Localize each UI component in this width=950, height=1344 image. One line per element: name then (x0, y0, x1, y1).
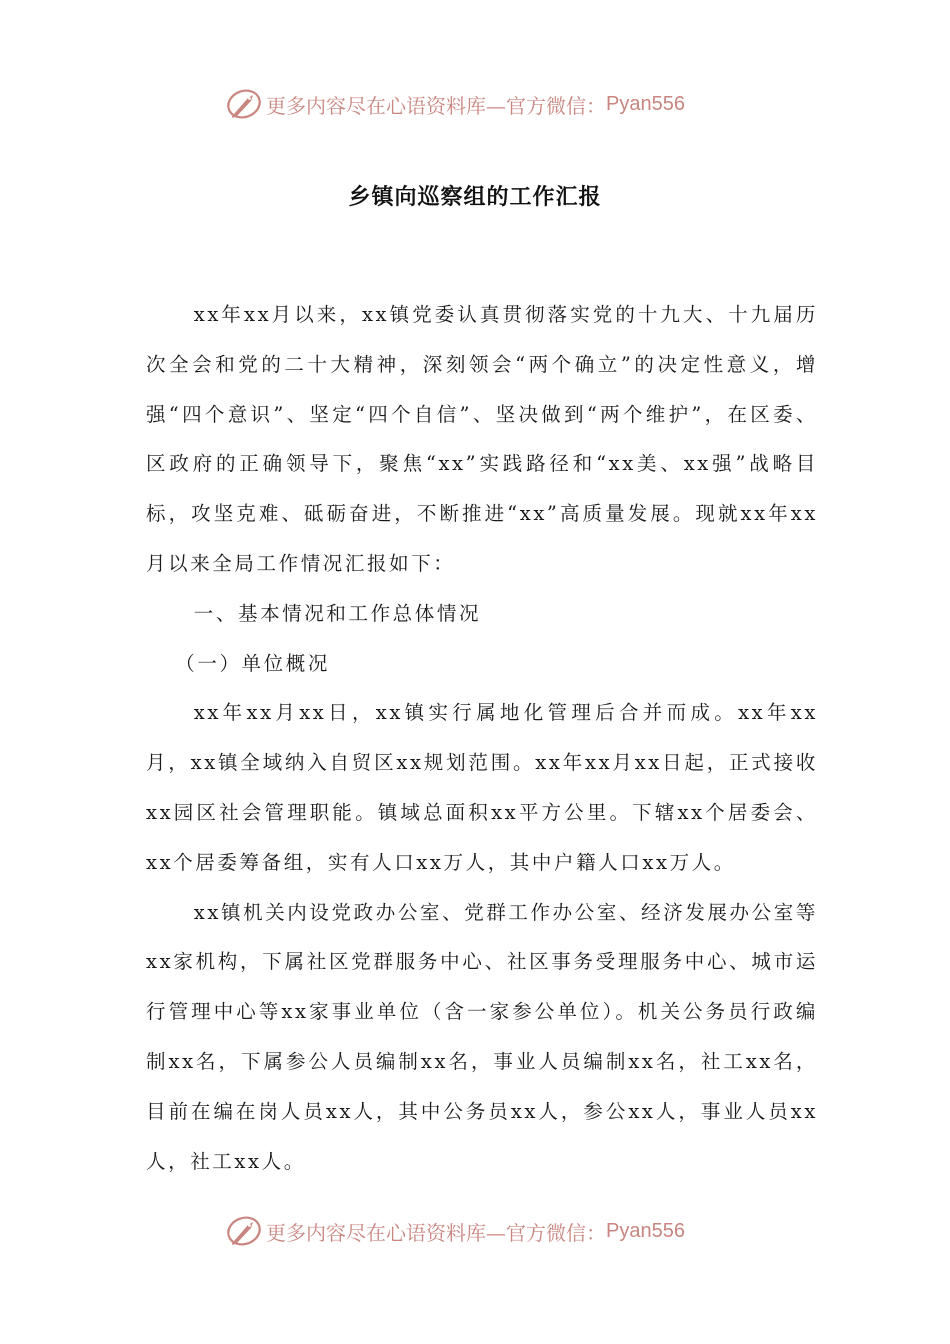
subsection-heading-1: （一）单位概况 (175, 651, 330, 675)
watermark-text: 更多内容尽在心语资料库—官方微信： (266, 1220, 606, 1245)
paragraph-intro: xx年xx月以来，xx镇党委认真贯彻落实党的十九大、十九届历次全会和党的二十大精神，深刻领会“两个确立”的决定性意义，增强“四个意识”、坚定“四个自信”、坚决做到“两个维护”，在区委、区政府的正确领导下，聚焦“xx”实践路径和“xx美、xx强”战略目标，攻坚克难、砥砺奋进，不断推进“xx”高质量发展。现就xx年xx月以来全局工作情况汇报如下： (146, 303, 818, 575)
paragraph-unit-overview: xx年xx月xx日，xx镇实行属地化管理后合并而成。xx年xx月，xx镇全域纳入自贸区xx规划范围。xx年xx月xx日起，正式接收xx园区社会管理职能。镇域总面积xx平方公里。下辖xx个居委会、xx个居委筹备组，实有人口xx万人，其中户籍人口xx万人。 (146, 701, 818, 874)
paragraph-organization: xx镇机关内设党政办公室、党群工作办公室、经济发展办公室等xx家机构，下属社区党群服务中心、社区事务受理服务中心、城市运行管理中心等xx家事业单位（含一家参公单位）。机关公务员行政编制xx名，下属参公人员编制xx名，事业人员编制xx名，社工xx名，目前在编在岗人员xx人，其中公务员xx人，参公xx人，事业人员xx人，社工xx人。 (146, 900, 818, 1173)
watermark-text: 更多内容尽在心语资料库—官方微信： (266, 93, 606, 118)
document-title: 乡镇向巡察组的工作汇报 (348, 184, 602, 210)
pen-nib-logo-icon (226, 86, 262, 122)
watermark-header (226, 84, 746, 124)
document-body (146, 290, 818, 1186)
watermark-footer (226, 1211, 746, 1251)
section-heading-1: 一、基本情况和工作总体情况 (193, 601, 482, 625)
pen-nib-logo-icon (226, 1213, 262, 1249)
watermark-wechat-id: Pyan556 (606, 92, 685, 115)
watermark-wechat-id: Pyan556 (606, 1219, 685, 1242)
